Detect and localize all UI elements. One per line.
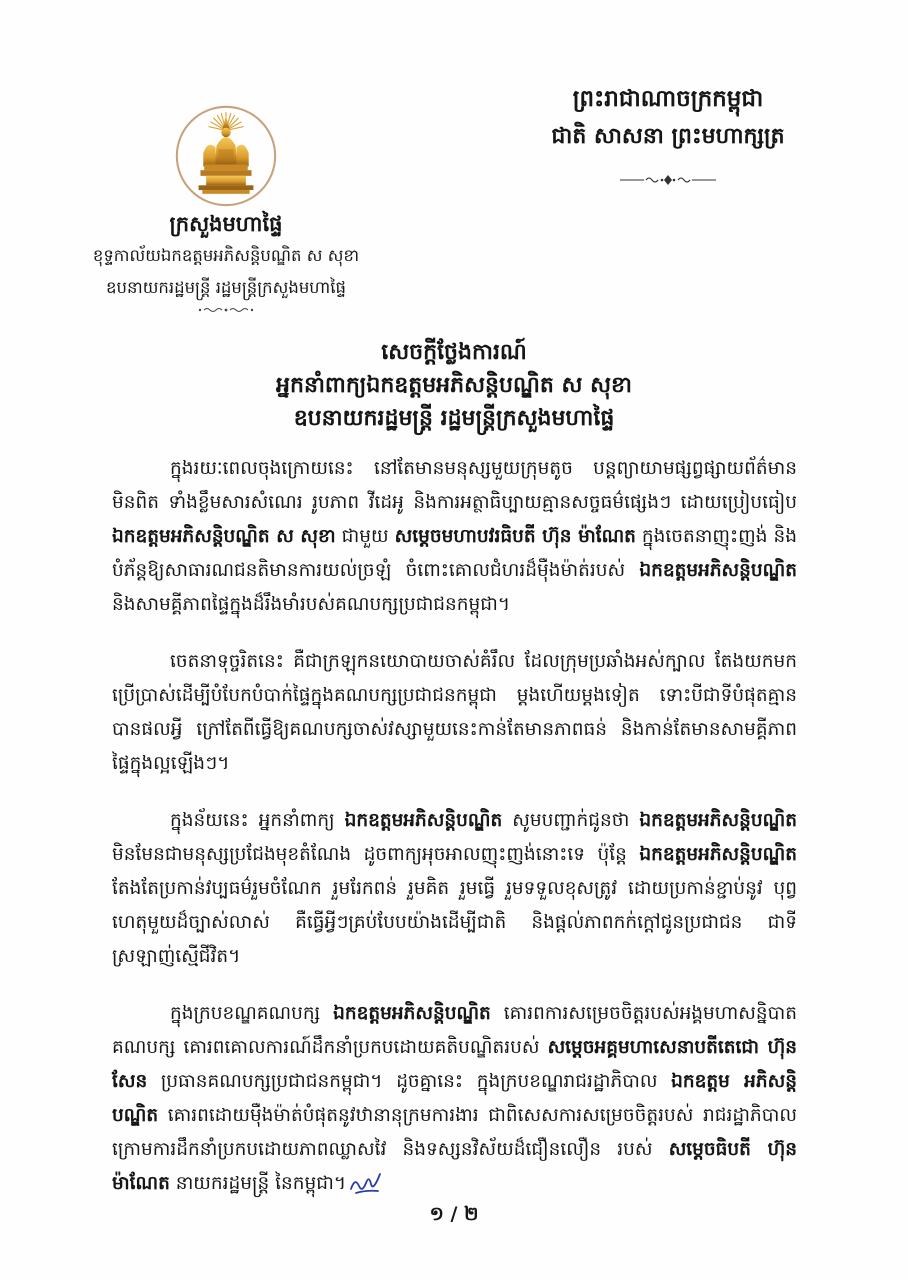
paragraph-text: ក្នុងចេតនាញុះញង់ និង បំភ័ន្តឱ្យសាធារណជនតិមានការយល់ច្រឡំ ចំពោះគោលជំហរដ៏មុឺងម៉ាត់របស់ [112,526,797,581]
kingdom-header [538,80,798,156]
emphasized-name: ឯកឧត្តមអភិសន្តិបណ្ឌិត [344,810,503,831]
paragraph-text: គោរពការសម្រេចចិត្តរបស់អង្គមហាសន្និបាត គណបក្ស គោរពគោលការណ៍ដឹកនាំប្រកបដោយគតិបណ្ឌិតរបស់ [112,1003,797,1058]
handwritten-initial-icon [348,1169,382,1197]
paragraph-text: មិនមែនជាមនុស្សប្រជែងមុខតំណែង ដូចពាក្យអុចអាលញុះញង់នោះទេ ប៉ុន្តែ [112,844,640,865]
paragraph-4 [112,997,797,1201]
small-ornament-icon [198,306,254,314]
office-line-1: ខុទ្ទកាល័យឯកឧត្តមអភិសន្តិបណ្ឌិត ស សុខា [92,246,360,265]
emphasized-name: ឯកឧត្តមអភិសន្តិបណ្ឌិត ស សុខា [112,526,336,547]
paragraph-text: ក្នុងរយៈពេលចុងក្រោយនេះ នៅតែមានមនុស្សមួយក្រុមតូច បន្តព្យាយាមផ្សព្វផ្សាយព័ត៌មាន មិនពិត ទាំងខ្លឹមសារសំណេរ រូបភាព វីដេអូ និងការអត្ថាធិប្បាយគ្មានសច្ចធម៌ផ្សេងៗ ដោយប្រៀបធៀប [112,458,797,513]
emphasized-name: សម្តេចធិបតី ហ៊ុន ម៉ាណែត [112,1139,797,1194]
emphasized-name: ឯកឧត្តមអភិសន្តិបណ្ឌិត [639,810,797,831]
emphasized-name: ឯកឧត្តម អភិសន្តិបណ្ឌិត [112,1071,797,1126]
paragraph-text: គោរពដោយមុឺងម៉ាត់បំផុតនូវឋានានុក្រមការងារ ជាពិសេសការសម្រេចចិត្តរបស់ រាជរដ្ឋាភិបាល ក្រោមការដឹកនាំប្រកបដោយភាពឈ្លាសវៃ និងទស្សនវិស័យដ៏ជឿនលឿន របស់ [112,1105,797,1160]
paragraph-text: ក្នុងន័យនេះ អ្នកនាំពាក្យ [170,810,345,831]
title-line-1: សេចក្តីថ្លែងការណ៍ [381,340,527,365]
page-number: ១ / ២ [429,1203,479,1225]
emphasized-name: ឯកឧត្តមអភិសន្តិបណ្ឌិត [333,1003,491,1024]
statement-body [112,452,797,1224]
emphasized-name: ឯកឧត្តមអភិសន្តិបណ្ឌិត [639,844,797,865]
ornament-divider-icon [618,174,718,186]
ministry-name: ក្រសួងមហាផ្ទៃ [169,212,283,236]
paragraph-text: ប្រធានគណបក្សប្រជាជនកម្ពុជា។ ដូចគ្នានេះ ក្នុងក្របខណ្ឌរាជរដ្ឋាភិបាល [147,1071,672,1092]
ministry-block [66,104,386,314]
emphasized-name: ឯកឧត្តមអភិសន្តិបណ្ឌិត [639,560,797,581]
national-motto: ជាតិ សាសនា ព្រះមហាក្សត្រ [551,124,785,149]
ministry-emblem-icon [174,104,278,208]
paragraph-text: ក្នុងក្របខណ្ឌគណបក្ស [170,1003,334,1024]
kingdom-name: ព្រះរាជាណាចក្រកម្ពុជា [572,86,764,112]
paragraph-1 [112,452,797,622]
office-line-2: ឧបនាយករដ្ឋមន្ត្រី រដ្ឋមន្ត្រីក្រសួងមហាផ្ទៃ [106,278,346,297]
paragraph-text: ជាមួយ [335,526,395,547]
title-line-3: ឧបនាយករដ្ឋមន្ត្រី រដ្ឋមន្ត្រីក្រសួងមហាផ្ទៃ [293,406,615,431]
paragraph-text: តែងតែប្រកាន់វប្បធម៌រួមចំណែក រួមរែកពន់ រួមគិត រួមធ្វើ រួមទទួលខុសត្រូវ ដោយប្រកាន់ខ្ជាប់នូវ បុព្វហេតុមួយដ៏ច្បាស់លាស់ គឺធ្វើអ្វីៗគ្រប់បែបយ៉ាងដើម្បីជាតិ និងផ្តល់ភាពកក់ក្តៅជូនប្រជាជន ជាទី ស្រឡាញ់ស្មើជីវិត។ [112,878,797,967]
title-line-2: អ្នកនាំពាក្យឯកឧត្តមអភិសន្តិបណ្ឌិត ស សុខា [276,373,632,398]
statement-title [100,336,808,435]
paragraph-text: នាយករដ្ឋមន្ត្រី នៃកម្ពុជា។ [169,1173,347,1194]
paragraph-text: សូមបញ្ជាក់ជូនថា [502,810,640,831]
paragraph-text: ចេតនាទុច្ចរិតនេះ គឺជាក្រឡុកនយោបាយចាស់គំរឹល ដែលក្រុមប្រឆាំងអស់ក្បាល តែងយកមក ប្រើប្រាស់ដើម្បីបំបែកបំបាក់ផ្ទៃក្នុងគណបក្សប្រជាជនកម្ពុជា ម្តងហើយម្តងទៀត ទោះបីជាទីបំផុតគ្មាន បានផលអ្វី ក្រៅតែពីធ្វើឱ្យគណបក្សចាស់វស្សាមួយនេះកាន់តែមានភាពធន់ និងកាន់តែមានសាមគ្គីភាព ផ្ទៃក្នុងល្អឡើងៗ។ [112,651,797,774]
paragraph-3 [112,804,797,974]
emphasized-name: សម្តេចមហាបវរធិបតី ហ៊ុន ម៉ាណែត [394,526,636,547]
paragraph-2 [112,645,797,781]
emphasized-name: សម្តេចអគ្គមហាសេនាបតីតេជោ ហ៊ុន សែន [112,1037,797,1092]
paragraph-text: និងសាមគ្គីភាពផ្ទៃក្នុងដ៏រឹងមាំរបស់គណបក្សប្រជាជនកម្ពុជា។ [112,594,511,615]
